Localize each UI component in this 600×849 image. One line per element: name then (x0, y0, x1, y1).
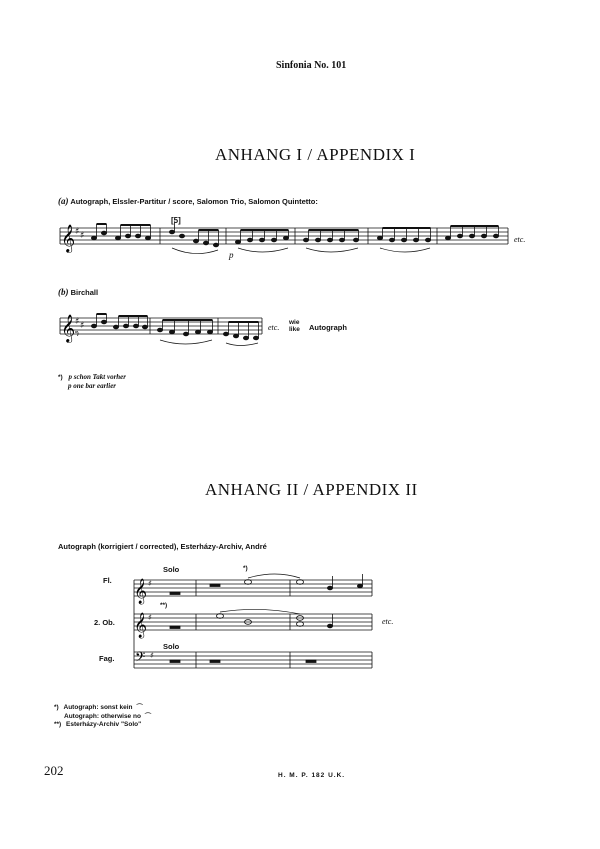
solo-marking-flute: Solo (163, 565, 180, 574)
publisher-code: H. M. P. 182 U.K. (278, 772, 346, 779)
sharp-icon: ♯ (148, 613, 152, 622)
footnote-2a (54, 702, 143, 711)
footnote-mark-starstar: **) (160, 602, 168, 609)
footnote-2b (64, 711, 151, 720)
wie-like (289, 319, 300, 333)
autograph-label: Autograph (309, 323, 347, 332)
example-a-label: (a) (58, 196, 69, 206)
footnote-1-line1: p schon Takt vorher (68, 373, 127, 381)
tie-symbol: ⌒ (144, 713, 152, 720)
slurs-a (172, 248, 430, 254)
footnote-2c (54, 721, 141, 728)
slurs-b (160, 340, 258, 346)
treble-clef-icon: 𝄞 (134, 579, 148, 604)
appendix-2-title: ANHANG II / APPENDIX II (205, 480, 418, 499)
etc-score: etc. (382, 617, 394, 626)
sharp-icon: ♯ (75, 317, 80, 327)
appendix-1-title: ANHANG I / APPENDIX I (215, 145, 416, 164)
footnote-mark-b: *) (75, 331, 79, 337)
treble-clef-icon: 𝄞 (61, 224, 76, 252)
footnote-2a-mark: *) (54, 704, 59, 711)
footnote-2b-text: Autograph: otherwise no (64, 713, 141, 720)
footnote-2c-text: Esterházy-Archiv "Solo" (66, 721, 142, 728)
sharp-icon: ♯ (80, 231, 85, 241)
example-a-text: Autograph, Elssler-Partitur / score, Salomon Trio, Salomon Quintetto: (70, 197, 318, 206)
bass-clef-icon: 𝄢 (135, 649, 146, 668)
like-label: like (289, 326, 300, 333)
footnote-1-mark: *) (58, 374, 63, 381)
tie-symbol: ⌒ (136, 704, 143, 711)
treble-clef-icon: 𝄞 (61, 314, 76, 342)
instrument-oboe: 2. Ob. (94, 618, 115, 627)
sharp-icon: ♯ (80, 321, 85, 331)
example-b-caption (58, 287, 98, 297)
footnote-2a-text: Autograph: sonst kein (63, 704, 133, 711)
dynamic-marking: p (229, 250, 234, 260)
sharp-icon: ♯ (150, 651, 154, 660)
instrument-flute: Fl. (103, 576, 112, 585)
footnote-1 (58, 373, 126, 381)
example-b-label: (b) (58, 287, 69, 297)
example-b-text: Birchall (70, 288, 99, 297)
wie-label: wie (289, 319, 300, 326)
footnote-1-en (68, 382, 116, 390)
footnote-2c-mark: **) (54, 721, 62, 728)
sharp-icon: ♯ (148, 579, 152, 588)
etc-a: etc. (514, 235, 526, 244)
footnote-mark-star: *) (243, 565, 248, 572)
rehearsal-mark: [5] (171, 216, 181, 225)
instrument-bassoon: Fag. (99, 654, 115, 663)
page-number: 202 (44, 763, 64, 778)
treble-clef-icon: 𝄞 (134, 613, 148, 638)
solo-marking-bassoon: Solo (163, 642, 180, 651)
footnote-1-line2: p one bar earlier (68, 382, 117, 390)
sharp-icon: ♯ (75, 227, 80, 237)
appendix-2-caption: Autograph (korrigiert / corrected), Esterházy-Archiv, André (58, 542, 267, 551)
running-header: Sinfonia No. 101 (276, 60, 347, 71)
etc-b: etc. (268, 323, 280, 332)
